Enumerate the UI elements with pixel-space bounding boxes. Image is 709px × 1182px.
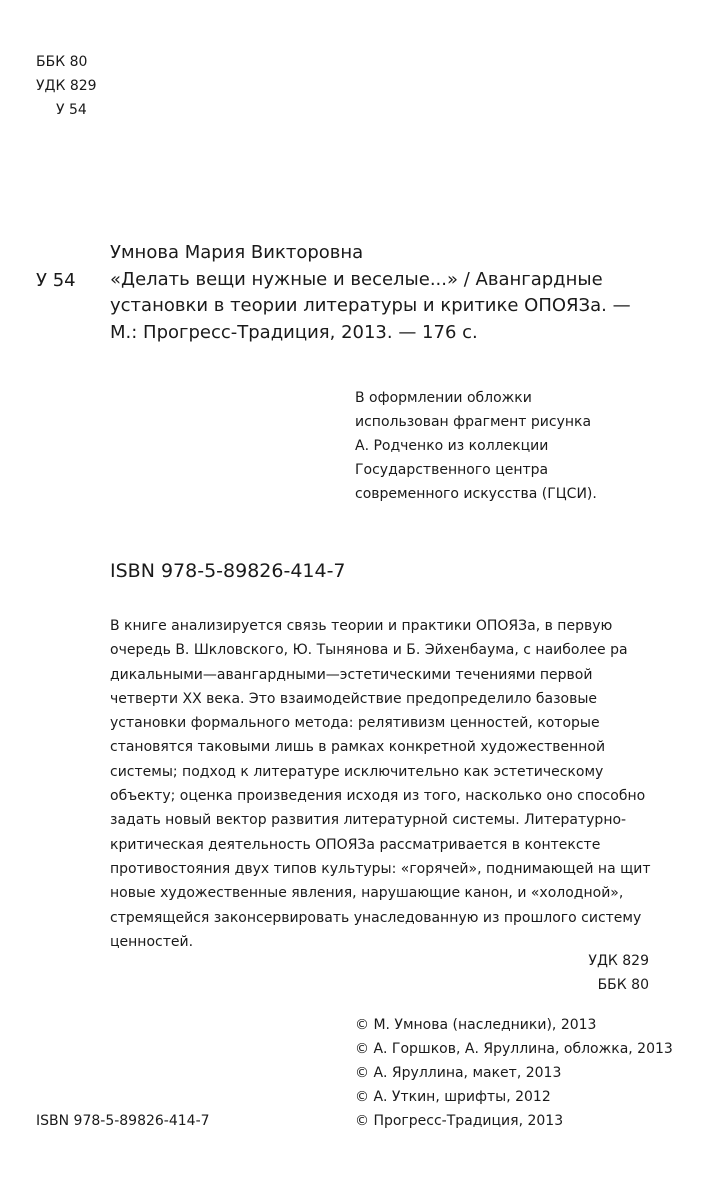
abstract-line: четверти XX века. Это взаимодействие предопределило базовые (110, 690, 598, 707)
copyright-line: © Прогресс-Традиция, 2013 (355, 1113, 564, 1129)
isbn-bottom: ISBN 978-5-89826-414-7 (36, 1113, 210, 1129)
abstract-line: установки формального метода: релятивизм ценностей, которые (110, 715, 600, 732)
copyright-block (355, 1013, 685, 1133)
cover-note-line: В оформлении обложки (355, 390, 532, 406)
catalog-imprint: М.: Прогресс-Традиция, 2013. — 176 с. (110, 321, 478, 343)
abstract-line: В книге анализируется связь теории и практики ОПОЯЗа, в первую (110, 618, 613, 634)
cover-note (355, 386, 685, 506)
udk-code: УДК 829 (36, 78, 97, 94)
udk-code-right: УДК 829 (588, 953, 649, 969)
abstract (110, 614, 670, 954)
abstract-line: очередь В. Шкловского, Ю. Тынянова и Б. Эйхенбаума, с наиболее ра (110, 642, 628, 659)
abstract-line: дикальными—авангардными—эстетическими течениями первой (110, 666, 593, 683)
catalog-title-line: «Делать вещи нужные и веселые...» / Авангардные (110, 268, 603, 290)
abstract-line: критическая деятельность ОПОЯЗа рассматривается в контексте (110, 836, 601, 853)
bbk-code-right: ББК 80 (597, 977, 649, 993)
catalog-author-sign: У 54 (36, 270, 76, 291)
bbk-code: ББК 80 (36, 54, 88, 70)
catalog-author: Умнова Мария Викторовна (110, 242, 364, 263)
classification-right (588, 949, 649, 997)
author-sign: У 54 (56, 102, 87, 118)
copyright-line: © М. Умнова (наследники), 2013 (355, 1017, 597, 1033)
abstract-line: стремящейся законсервировать унаследованную из прошлого систему (110, 909, 642, 926)
abstract-line: задать новый вектор развития литературной системы. Литературно- (110, 812, 627, 829)
catalog-entry (110, 240, 670, 346)
abstract-line: системы; подход к литературе исключительно как эстетическому (110, 763, 604, 780)
abstract-line: противостояния двух типов культуры: «горячей», поднимающей на щит (110, 860, 651, 877)
copyright-line: © А. Горшков, А. Яруллина, обложка, 2013 (355, 1041, 673, 1057)
catalog-title-line: установки в теории литературы и критике ОПОЯЗа. — (110, 295, 631, 316)
abstract-line: объекту; оценка произведения исходя из того, насколько оно способно (110, 788, 646, 805)
abstract-line: ценностей. (110, 933, 194, 950)
cover-note-line: А. Родченко из коллекции (355, 438, 549, 454)
abstract-line: новые художественные явления, нарушающие канон, и «холодной», (110, 885, 624, 902)
abstract-line: становятся таковыми лишь в рамках конкретной художественной (110, 739, 606, 756)
copyright-line: © А. Яруллина, макет, 2013 (355, 1065, 562, 1081)
cover-note-line: современного искусства (ГЦСИ). (355, 486, 597, 502)
cover-note-line: Государственного центра (355, 462, 549, 478)
cover-note-line: использован фрагмент рисунка (355, 414, 592, 430)
copyright-line: © А. Уткин, шрифты, 2012 (355, 1089, 551, 1105)
bbk-udk-block (36, 50, 97, 122)
isbn-main: ISBN 978-5-89826-414-7 (110, 560, 346, 582)
